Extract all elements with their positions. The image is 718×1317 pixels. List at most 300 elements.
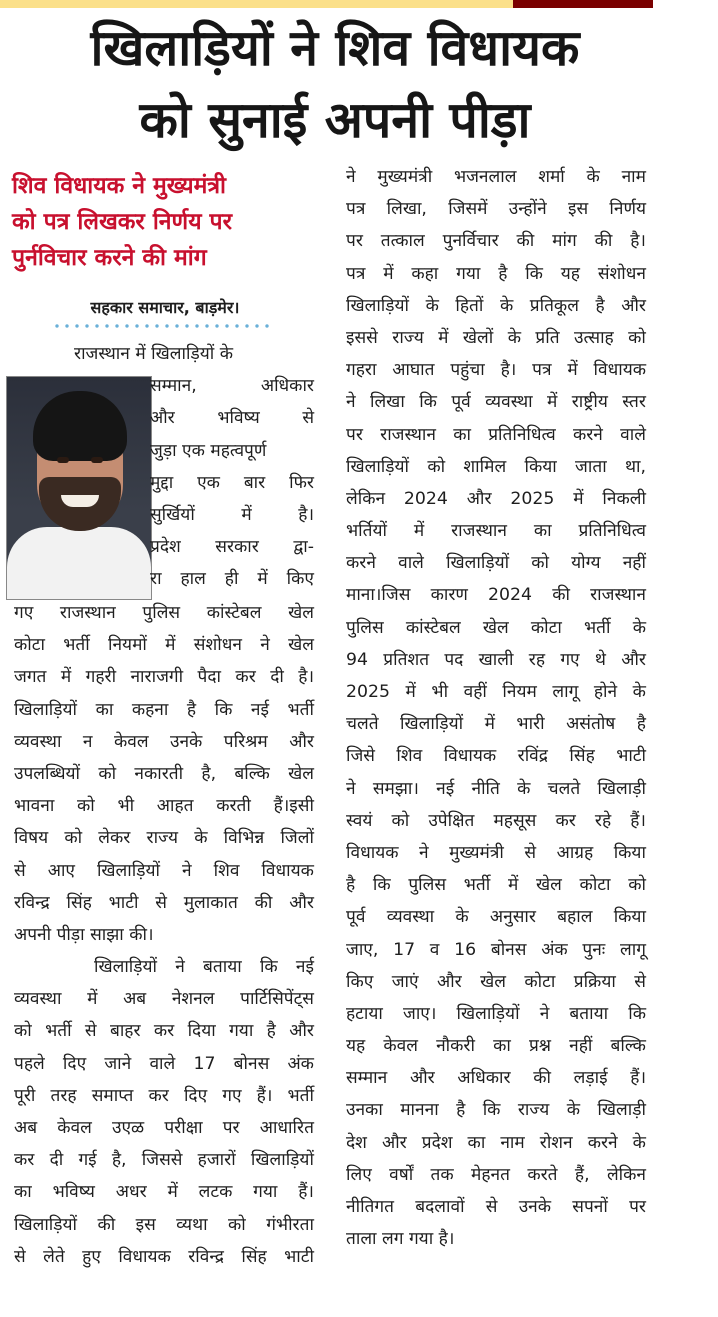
article-line: ताला लग गया है। [346, 1229, 455, 1250]
word: लागू [552, 682, 579, 702]
word: पर [346, 424, 363, 445]
word: को [14, 1021, 32, 1042]
word: से [14, 1246, 26, 1267]
top-color-bar [0, 0, 718, 8]
word: में [167, 1182, 178, 1203]
word: अब [14, 1118, 38, 1138]
word: 2024 [403, 488, 448, 509]
word: है [186, 699, 197, 720]
article-line [346, 161, 646, 193]
article-line [346, 740, 646, 772]
headline-line-2: को सुनाई अपनी पीड़ा [139, 91, 531, 149]
word: जाने [104, 1053, 132, 1074]
word: प्रदेश [150, 537, 181, 558]
word: व्यथा [176, 1214, 208, 1235]
word: और [289, 731, 314, 752]
subheadline [12, 168, 312, 276]
word: शामिल [463, 456, 507, 477]
word: लेकर [98, 828, 131, 849]
word: में [484, 714, 495, 735]
word: और [621, 295, 646, 316]
word: लड़ाई [573, 1068, 608, 1089]
word: खिलाड़ियों [346, 456, 410, 477]
word: जिलों [280, 828, 314, 849]
word: परीक्षा [164, 1118, 203, 1138]
word: हैं, [574, 1164, 590, 1185]
word: भी [117, 796, 135, 817]
article-line [150, 402, 314, 434]
word: उपेक्षित [428, 810, 475, 831]
word: पूरी [14, 1085, 36, 1106]
article-line [346, 515, 646, 547]
word: है, [111, 1150, 127, 1171]
word: किया [613, 842, 646, 863]
article-line [14, 1080, 314, 1112]
article-line [14, 1112, 314, 1144]
word: पहले [14, 1053, 45, 1074]
word: शिव [396, 746, 423, 767]
word: है [266, 1021, 276, 1042]
article-line [150, 531, 314, 563]
article-line [150, 467, 314, 499]
word: था, [624, 456, 646, 477]
word: कर [555, 810, 576, 831]
word: कोटा [524, 971, 556, 992]
word: पद [444, 649, 464, 670]
article-line [346, 419, 646, 451]
word: विधायक [443, 746, 497, 767]
word: बोनस [233, 1053, 270, 1074]
article-line [346, 483, 646, 515]
article-line [346, 354, 646, 386]
word: की [552, 585, 570, 606]
word: बोनस [490, 939, 527, 960]
word: है [346, 875, 356, 896]
word: है, [201, 763, 217, 784]
word: खिलाड़ियों [96, 860, 160, 881]
word: खिलाड़ी [597, 778, 646, 799]
word: दिया [187, 1021, 216, 1042]
word: हजारों [197, 1150, 236, 1171]
article-line [346, 612, 646, 644]
word: 2025 [346, 682, 390, 702]
word: खेल [535, 875, 562, 896]
word: को [64, 828, 83, 849]
word: पर [629, 1197, 646, 1217]
word: मुख्यमंत्री [377, 167, 433, 187]
word: वाले [149, 1053, 176, 1074]
word: कर [153, 1021, 175, 1042]
word: गहरी [85, 667, 117, 688]
word: नई [250, 699, 269, 720]
word: उपलब्धियों [14, 763, 81, 784]
top-bar-yellow [0, 0, 513, 8]
article-line [14, 951, 314, 983]
word: से [84, 1021, 97, 1042]
word: और [621, 649, 646, 670]
word: लेकिन [606, 1164, 646, 1185]
article-line [346, 998, 646, 1030]
word: भविष्य [217, 408, 260, 429]
article-line [346, 869, 646, 901]
word: नियम [502, 682, 537, 702]
word: विधायक [593, 360, 646, 381]
mla-photo [6, 376, 152, 600]
word: केवल [113, 731, 149, 752]
article-line [14, 1144, 314, 1176]
article-line [346, 322, 646, 354]
word: महसूस [493, 810, 537, 831]
article-line [346, 451, 646, 483]
word: खेल [288, 635, 314, 656]
word: भर्ती [45, 1021, 72, 1042]
word: कि [628, 1003, 646, 1024]
article-line [14, 597, 314, 629]
word: द्वा- [293, 537, 314, 558]
photo-hair [33, 391, 127, 461]
article-line [14, 855, 314, 887]
word: को [628, 327, 646, 348]
word: के [517, 778, 531, 799]
word: के [566, 1100, 580, 1121]
word: जाए। [403, 1003, 437, 1024]
article-line [346, 1191, 646, 1223]
word: आधारित [259, 1118, 314, 1138]
word: भारी [516, 714, 545, 735]
word: का [14, 1182, 32, 1203]
article-line [346, 901, 646, 933]
word: भर्ती [287, 1085, 314, 1106]
word: रविन्द्र [188, 1246, 224, 1267]
word: बल्कि [610, 1036, 646, 1057]
word: बहाल [557, 907, 593, 928]
headline [0, 12, 670, 156]
word: में [567, 360, 578, 381]
word: किए [346, 971, 374, 992]
article-line [14, 822, 314, 854]
word: भर्तियों [346, 521, 387, 542]
word: आए [47, 860, 75, 881]
word: व्यवस्था [14, 989, 62, 1010]
word: इस [135, 1214, 156, 1235]
word: उनके [518, 1197, 552, 1217]
word: लेकिन [346, 488, 386, 509]
word: है [498, 263, 508, 284]
word: है। [630, 231, 646, 252]
article-line [14, 629, 314, 661]
article-line [14, 983, 314, 1015]
word: अंक [541, 939, 568, 960]
word: खेल [288, 603, 314, 623]
word: लिखा [369, 392, 405, 413]
article-right-column [346, 161, 646, 1255]
word: संशोधन [193, 635, 242, 656]
word: पुनर्विचार [442, 231, 499, 252]
word: पत्र [532, 360, 552, 381]
word: भाटी [616, 746, 646, 767]
word: जिसमें [448, 199, 488, 220]
word: हैं। [630, 810, 646, 831]
word: रोशन [539, 1132, 573, 1153]
article-line [346, 773, 646, 805]
word: विभिन्न [223, 828, 265, 849]
subheadline-line-2: को पत्र लिखकर निर्णय पर [12, 209, 233, 235]
word: मुद्दा [150, 472, 174, 493]
word: दी [49, 1150, 64, 1171]
word: कि [372, 875, 391, 896]
word: कर [235, 667, 256, 688]
word: व्यवस्था [386, 907, 435, 928]
word: और [466, 488, 492, 509]
word: ने [346, 778, 356, 799]
word: नई [295, 957, 314, 978]
word: चलते [346, 714, 379, 735]
word: योग्य [571, 553, 601, 574]
word: असंतोष [566, 714, 616, 735]
word: से [302, 408, 314, 429]
word: बताया [569, 1003, 609, 1024]
article-line [346, 579, 646, 611]
article-line [346, 1127, 646, 1159]
word: में [546, 392, 558, 413]
word: सम्मान, [150, 376, 197, 397]
word: 17 [193, 1053, 216, 1074]
article-line [346, 386, 646, 418]
photo-eye-left [57, 457, 69, 463]
word: विधायक [118, 1246, 171, 1267]
photo-eye-right [91, 457, 103, 463]
word: बदलावों [415, 1197, 465, 1217]
word: हितों [455, 295, 484, 316]
article-line [14, 1015, 314, 1047]
word: में [383, 263, 394, 284]
word: की [533, 1068, 551, 1089]
word: के [632, 682, 646, 702]
word: करती [216, 796, 251, 817]
word: उत्साह [573, 327, 614, 348]
word: पुलिस [346, 617, 384, 638]
word: पर [222, 1118, 240, 1138]
word: कांस्टेबल [405, 617, 461, 638]
word: के [632, 617, 646, 638]
word: के [507, 327, 521, 348]
word: नेशनल [171, 989, 215, 1010]
word: की [594, 231, 613, 252]
word: कहा [411, 263, 439, 284]
word: के [455, 907, 469, 928]
word: अंक [287, 1053, 314, 1074]
word: उन्होंने [508, 199, 547, 220]
word: भविष्य [52, 1182, 95, 1203]
article-line [346, 966, 646, 998]
word: किया [613, 907, 646, 928]
word: में [413, 521, 425, 542]
word: आग्रह [556, 842, 594, 863]
word: प्रक्रिया [573, 971, 616, 992]
word: प्रदेश [421, 1132, 453, 1153]
word: कि [525, 263, 543, 284]
word: ने [539, 1003, 550, 1024]
photo-smile [61, 495, 99, 507]
word: बार [243, 472, 266, 493]
word: प्रतिशत [383, 649, 430, 670]
article-line [14, 1241, 314, 1273]
article-line: जुड़ा एक महत्वपूर्ण [150, 440, 267, 461]
word: हटाया [346, 1003, 383, 1024]
article-line [14, 887, 314, 919]
word: ने [260, 635, 270, 656]
word: जिससे [141, 1150, 183, 1171]
word: रह [528, 649, 546, 670]
word: स्तर [622, 392, 646, 413]
word: को [77, 796, 95, 817]
word: प्रतिनिधित्व [488, 424, 556, 445]
word: होने [593, 682, 618, 702]
word: में [405, 682, 416, 702]
word: भर्ती [584, 617, 611, 638]
word: संशोधन [597, 263, 646, 284]
word: भाटी [108, 892, 139, 913]
word: का [453, 424, 471, 445]
article-line [14, 1209, 314, 1241]
word: विषय [14, 828, 49, 849]
word: कोटा [14, 635, 45, 656]
word: पुलिस [408, 875, 447, 896]
word: माना।जिस [346, 585, 411, 606]
word: खेल [482, 617, 509, 638]
word: आहत [156, 796, 194, 817]
word: समझा। [372, 778, 419, 799]
word: खिलाड़ियों [400, 714, 464, 735]
word: का [467, 1132, 486, 1153]
word: प्रति [535, 327, 560, 348]
word: से [524, 842, 537, 863]
word: हैं।इसी [273, 796, 314, 817]
word: कोटा [530, 617, 562, 638]
word: राजस्थान [380, 424, 436, 445]
word: कि [214, 699, 233, 720]
word: लागू [620, 939, 646, 960]
word: के [425, 295, 439, 316]
word: किए [286, 569, 314, 590]
word: मुलाकात [183, 892, 238, 913]
word: प्रतिनिधित्व [578, 521, 646, 542]
article-line [346, 193, 646, 225]
word: रविन्द्र [14, 892, 50, 913]
word: खाली [478, 649, 514, 670]
word: दी [270, 667, 284, 688]
word: राज्य [517, 1100, 550, 1121]
word: करने [572, 424, 603, 445]
word: राज्य [392, 327, 424, 348]
word: व्यवस्था [14, 731, 62, 752]
word: कोटा [579, 875, 611, 896]
word: उनका [346, 1100, 383, 1121]
word: सिंह [241, 1246, 267, 1267]
word: जाता [575, 456, 607, 477]
word: लेते [43, 1246, 65, 1267]
word: है। [500, 360, 517, 381]
word: वाले [398, 553, 424, 574]
article-line [346, 1062, 646, 1094]
word: गहरा [346, 360, 377, 381]
word: हैं। [630, 1068, 646, 1089]
word: अधिकार [457, 1068, 511, 1089]
word: करने [346, 553, 376, 574]
word: 2025 [510, 488, 555, 509]
word: खिलाड़ियों [250, 1150, 314, 1171]
word: बताया [203, 957, 242, 978]
word: पुनः [582, 939, 606, 960]
word: बल्कि [234, 763, 270, 784]
word: देश [346, 1132, 367, 1153]
word: गया [229, 1021, 254, 1042]
word: इससे [346, 327, 378, 348]
word: खिलाड़ियों [346, 295, 410, 316]
word: स्वयं [346, 810, 373, 831]
article-line [346, 547, 646, 579]
word: खिलाड़ियों [14, 1214, 78, 1235]
word: वहीं [463, 682, 487, 702]
word: 2024 [488, 585, 533, 606]
word: कर [148, 1085, 169, 1106]
word: राजस्थान [590, 585, 646, 606]
word: कारण [430, 585, 468, 606]
word: खिलाड़ियों [446, 553, 510, 574]
word: के [499, 295, 514, 316]
article-line: अपनी पीड़ा साझा की। [14, 924, 154, 945]
word: के [586, 167, 600, 187]
word: ने [346, 392, 356, 413]
word: केवल [383, 1036, 418, 1057]
word: पैदा [197, 667, 221, 688]
article-line [346, 676, 646, 708]
word: करते [527, 1164, 558, 1185]
word: की [97, 1214, 116, 1235]
word: भाटी [284, 1246, 314, 1267]
top-bar-maroon [513, 0, 653, 8]
word: हुए [82, 1246, 101, 1267]
word: भावना [14, 796, 55, 817]
word: कांस्टेबल [206, 603, 262, 623]
word: कि [482, 1100, 501, 1121]
word: सरकार [215, 537, 259, 558]
word: भर्ती [63, 635, 90, 656]
word: को [228, 1214, 246, 1235]
word: में [257, 569, 268, 590]
word: यह [346, 1036, 366, 1057]
word: से [634, 971, 646, 992]
article-line [346, 225, 646, 257]
word: राजस्थान [59, 603, 116, 623]
word: है [595, 295, 605, 316]
word: है। [298, 504, 314, 525]
word: में [507, 875, 519, 896]
word: खेलों [462, 327, 494, 348]
article-left-wrap-text [74, 338, 314, 596]
word: और [289, 892, 314, 913]
word: जिसे [346, 746, 375, 767]
word: थे [594, 649, 606, 670]
word: में [573, 488, 584, 509]
word: परिश्रम [223, 731, 268, 752]
article-line [150, 499, 314, 531]
word: और [289, 1021, 314, 1042]
article-line: राजस्थान में खिलाड़ियों के [74, 344, 233, 364]
word: मानना [400, 1100, 439, 1121]
photo-shirt [7, 527, 151, 600]
word: नाम [500, 1132, 525, 1153]
